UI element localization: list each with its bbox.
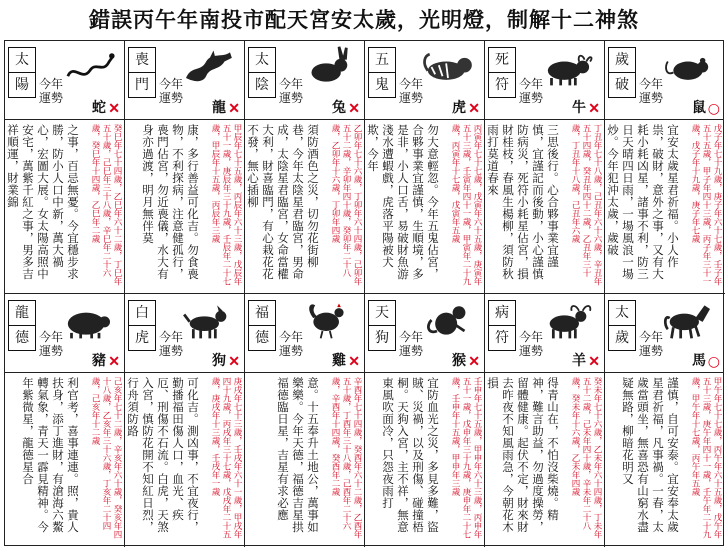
zodiac-cell (485, 41, 605, 294)
cell-header (125, 294, 244, 372)
zodiac-animal-name: 虎 (452, 100, 466, 116)
status-mark: ✕ (588, 354, 600, 370)
birth-year-ages: 癸巳年七十四歲，乙巳年六十二歲，丁巳年五十歲，己巳年三十八歲，辛巳年二十六歲，癸巳年十四歲，乙巳年二歲 (90, 124, 122, 286)
cell-header (245, 41, 364, 119)
birth-year-ages: 庚戌年七十三歲，壬戌年六十一歲，甲戌年四十九歲，丙戌年三十七歲，戊戌年二十五歲，庚戌年十三歲，壬戌年一歲 (210, 377, 242, 539)
fortune-text: 宜防血光之災，多見多難，盜賊、災禍，以及刑傷、碰撞梧桐。天狗入宮，主不祥，無意東風吹面冷，只怨夜雨打 (381, 377, 440, 533)
zodiac-animal-name: 牛 (572, 100, 586, 116)
zodiac-cell (125, 294, 245, 547)
deity-char-2: 狗 (375, 330, 389, 346)
cell-header (605, 41, 724, 119)
zodiac-animal-name: 鼠 (692, 100, 706, 116)
deity-box (368, 47, 396, 98)
goat-icon (540, 298, 596, 342)
fortune-text: 意。十五奉升土地公，萬事如樂樂。今年天德，福德吉星拱福德臨日星，吉星有求必應 (276, 377, 320, 533)
cell-body (125, 119, 244, 294)
fortune-text: 勿大意輕忽。今年五鬼佔宮，合夥事業宜謹慎，生順境，多是非，小人口舌，易破財魚游淺水遭蝦戲，虎落平陽被犬欺，今年 (366, 124, 440, 280)
zodiac-animal-name: 猴 (452, 353, 466, 369)
deity-char-2: 符 (495, 77, 509, 93)
birth-year-ages: 丁丑年七十八歲，己丑年六十六歲，辛丑年五十四歲，癸丑年四十二歲，乙丑年三十歲，丁丑年十八歲，己丑年六歲 (570, 124, 602, 286)
birth-year-ages: 癸未年七十六歲，乙未年六十四歲，丁未年五十二歲，己未年四十歲，辛未年二十八歲，癸未年十六歲，乙未年四歲 (570, 377, 602, 539)
fortune-label-line-2: 運勢 (39, 344, 64, 358)
status-mark: ○ (707, 101, 720, 117)
cell-body (605, 372, 724, 547)
status-mark: ✕ (468, 101, 480, 117)
fortune-text: 得青山在，不怕沒柴燒。精神，難言助益，勿過度操勞，留體健康。起伏不定，財來財去昨夜不知風雨急，今朝花木損 (486, 377, 560, 533)
fortune-label-line-2: 運勢 (279, 91, 304, 105)
birth-year-ages: 丙寅年七十七歲，戊寅年六十五歲，庚寅年五十三歲，壬寅年四十一歲，甲寅年二十九歲，丙寅年十七歲，戊寅年五歲 (450, 124, 482, 286)
monkey-icon (420, 298, 476, 342)
status-mark: ✕ (348, 101, 360, 117)
birth-year-ages: 壬申年七十五歲，甲申年六十三歲，丙申年五十一歲，戊申年三十九歲，庚申年二十七歲，壬申年十五歲，甲申年三歲 (450, 377, 482, 539)
fortune-label-line-2: 運勢 (519, 344, 544, 358)
deity-char-1: 死 (489, 48, 515, 73)
fortune-text: 康，多行善益可化吉。勿食喪物，不利探病，注意健孤行，喪門佔宮，勿近喪儀，水大有身亦過渡，明月無伴莫 (141, 124, 200, 280)
zodiac-cell (5, 41, 125, 294)
fortune-label-line-1: 今年 (279, 77, 304, 91)
deity-box (248, 300, 276, 351)
fortune-label-line-1: 今年 (519, 77, 544, 91)
status-mark: ✕ (468, 354, 480, 370)
birth-year-ages: 乙卯年七十六歲，丁卯年六十四歲，己卯年五十二歲，辛卯年四十歲，癸卯年二十八歲，乙卯年十六歲，丁卯年四歲 (330, 124, 362, 286)
fortune-label-line-1: 今年 (159, 77, 184, 91)
zodiac-animal-name: 蛇 (92, 100, 106, 116)
zodiac-animal-name: 羊 (572, 353, 586, 369)
zodiac-cell (605, 41, 725, 294)
cell-body (485, 119, 604, 294)
deity-box (368, 300, 396, 351)
deity-char-1: 太 (609, 301, 635, 326)
fortune-label-line-1: 今年 (159, 330, 184, 344)
zodiac-animal-name: 龍 (212, 100, 226, 116)
zodiac-cell (365, 41, 485, 294)
fortune-label-line-1: 今年 (639, 77, 664, 91)
deity-char-2: 陰 (255, 77, 269, 93)
deity-char-1: 喪 (129, 48, 155, 73)
cell-header (245, 294, 364, 372)
rat-icon (660, 45, 716, 89)
zodiac-animal-name: 兔 (332, 100, 346, 116)
deity-char-2: 德 (15, 330, 29, 346)
cell-header (605, 294, 724, 372)
deity-char-1: 歲 (609, 48, 635, 73)
birth-year-ages: 甲午年七十七歲，丙午年六十五歲，戊午年五十三歲，庚午年四十一歲，壬午年二十九歲，甲午年十七歲，丙午年五歲 (690, 377, 722, 539)
deity-char-1: 天 (369, 301, 395, 326)
fortune-label-line-2: 運勢 (279, 344, 304, 358)
fortune-label-line-1: 今年 (39, 330, 64, 344)
zodiac-grid (4, 40, 724, 546)
cell-header (485, 294, 604, 372)
fortune-label-line-2: 運勢 (399, 344, 424, 358)
fortune-label-line-2: 運勢 (159, 344, 184, 358)
fortune-label-line-1: 今年 (399, 77, 424, 91)
cell-body (485, 372, 604, 547)
fortune-label-line-1: 今年 (639, 330, 664, 344)
deity-box (608, 47, 636, 98)
cell-body (365, 372, 484, 547)
rabbit-icon (300, 45, 356, 89)
zodiac-cell (125, 41, 245, 294)
deity-box (608, 300, 636, 351)
deity-char-1: 五 (369, 48, 395, 73)
fortune-text: 利官考，喜事連連。照，貴人扶身，添丁進財，有滄海六鰲轉氣象，青天一霹見精神。今年紫微星，龍德星合 (21, 377, 80, 533)
cell-header (125, 41, 244, 119)
cell-header (5, 41, 124, 119)
dragon-icon (180, 45, 236, 89)
deity-char-1: 白 (129, 301, 155, 326)
deity-char-1: 病 (489, 301, 515, 326)
cell-header (5, 294, 124, 372)
deity-char-1: 太 (9, 48, 35, 73)
zodiac-cell (485, 294, 605, 547)
fortune-label-line-2: 運勢 (159, 91, 184, 105)
deity-box (128, 300, 156, 351)
dog-icon (180, 298, 236, 342)
zodiac-cell (5, 294, 125, 547)
deity-char-2: 符 (495, 330, 509, 346)
zodiac-cell (365, 294, 485, 547)
deity-char-2: 歲 (615, 330, 629, 346)
birth-year-ages: 辛酉年七十四歲，癸酉年六十二歲，乙酉年五十歲，丁酉年三十八歲，己酉年二十六歲，辛酉年十四歲，癸酉年二歲 (330, 377, 362, 539)
deity-box (128, 47, 156, 98)
zodiac-cell (605, 294, 725, 547)
cell-header (485, 41, 604, 119)
deity-box (488, 47, 516, 98)
cell-body (605, 119, 724, 294)
fortune-label-line-2: 運勢 (39, 91, 64, 105)
status-mark: ✕ (228, 101, 240, 117)
ox-icon (540, 45, 596, 89)
fortune-label-line-2: 運勢 (399, 91, 424, 105)
deity-char-2: 破 (615, 77, 629, 93)
zodiac-animal-name: 豬 (92, 353, 106, 369)
status-mark: ○ (707, 354, 720, 370)
zodiac-animal-name: 馬 (692, 353, 706, 369)
deity-box (248, 47, 276, 98)
fortune-label-line-1: 今年 (279, 330, 304, 344)
status-mark: ✕ (228, 354, 240, 370)
zodiac-cell (245, 294, 365, 547)
cell-body (365, 119, 484, 294)
status-mark: ✕ (108, 354, 120, 370)
cell-body (5, 372, 124, 547)
cell-body (125, 372, 244, 547)
fortune-text: 三思後行。心合夥事業宜謹慎，宜謹記而後動，小心謹慎防病災，死符小耗星佔宮，損財桂枝，春風生楊柳，須防秋雨打莫道春來 (486, 124, 560, 280)
birth-year-ages: 甲辰年七十五歲，丙辰年六十三歲，戊辰年五十一歲，庚辰年三十九歲，壬辰年二十七歲，甲辰年十五歲，丙辰年三歲 (210, 124, 242, 286)
fortune-text: 謹慎，自可安泰。宜安奉太歲星君祈福，凡事禍。一春，太歲當頭坐，無喜恐有山窮水盡疑無路，柳暗花明又 (621, 377, 680, 533)
cell-body (245, 372, 364, 547)
fortune-label-line-1: 今年 (399, 330, 424, 344)
fortune-label-line-2: 運勢 (639, 91, 664, 105)
deity-box (8, 47, 36, 98)
deity-char-2: 鬼 (375, 77, 389, 93)
deity-char-1: 福 (249, 301, 275, 326)
page-title: 錯誤丙午年南投市配天宮安太歲，光明燈，制解十二神煞 (89, 7, 639, 32)
cell-header (365, 41, 484, 119)
pig-icon (60, 298, 116, 342)
birth-year-ages: 己亥年七十二歲，辛亥年六十歲，癸亥年四十八歲，乙亥年三十六歲，丁亥年二十四歲，己亥年十二歲 (90, 377, 122, 539)
deity-char-2: 陽 (15, 77, 29, 93)
cell-body (5, 119, 124, 294)
fortune-label-line-2: 運勢 (519, 91, 544, 105)
status-mark: ✕ (348, 354, 360, 370)
fortune-label-line-2: 運勢 (639, 344, 664, 358)
fortune-text: 之事，百忌無憂。今宜穩步求勝，防小人口中新，萬大禍心，宏圖大展。女太陽高照中安宅，萬紫千紅之事，男多吉祥順運，財業錦 (6, 124, 80, 280)
zodiac-animal-name: 雞 (332, 353, 346, 369)
horse-icon (660, 298, 716, 342)
birth-year-ages: 戊子年七十九歲，庚子年六十七歲，壬子年五十五歲，甲子年四十三歲，丙子年三十一歲，戊子年十九歲，庚子年七歲 (690, 124, 722, 286)
deity-box (488, 300, 516, 351)
deity-char-1: 太 (249, 48, 275, 73)
snake-icon (60, 45, 116, 89)
status-mark: ✕ (588, 101, 600, 117)
deity-char-2: 德 (255, 330, 269, 346)
status-mark: ✕ (108, 101, 120, 117)
cell-body (245, 119, 364, 294)
rooster-icon (300, 298, 356, 342)
deity-char-2: 門 (135, 77, 149, 93)
fortune-text: 可化吉。測凶事，不宜夜行，勤播福田傷人口，血光、疾厄、刑傷不石流。白虎，天煞入宮，慎防花開不知紅日烈，行舟須防路 (126, 377, 200, 533)
fortune-label-line-1: 今年 (519, 330, 544, 344)
deity-char-2: 虎 (135, 330, 149, 346)
cell-header (365, 294, 484, 372)
fortune-label-line-1: 今年 (39, 77, 64, 91)
tiger-icon (420, 45, 476, 89)
fortune-text: 宜安太歲星君祈福。小人作祟，破財，意外之事，又有大耗小耗凶星，諸事不利，防三日天晴四日雨，一場風浪一場炒。今年犯沖太歲，歲破 (606, 124, 680, 280)
fortune-text: 須防酒色之災，切勿花街柳巷，今年太陰星君臨宮，男命成，太陰星君臨宮，女命當權大利，財喜臨門，有心栽花花不發，無心插柳 (246, 124, 320, 280)
zodiac-cell (245, 41, 365, 294)
deity-box (8, 300, 36, 351)
deity-char-1: 龍 (9, 301, 35, 326)
zodiac-animal-name: 狗 (212, 353, 226, 369)
